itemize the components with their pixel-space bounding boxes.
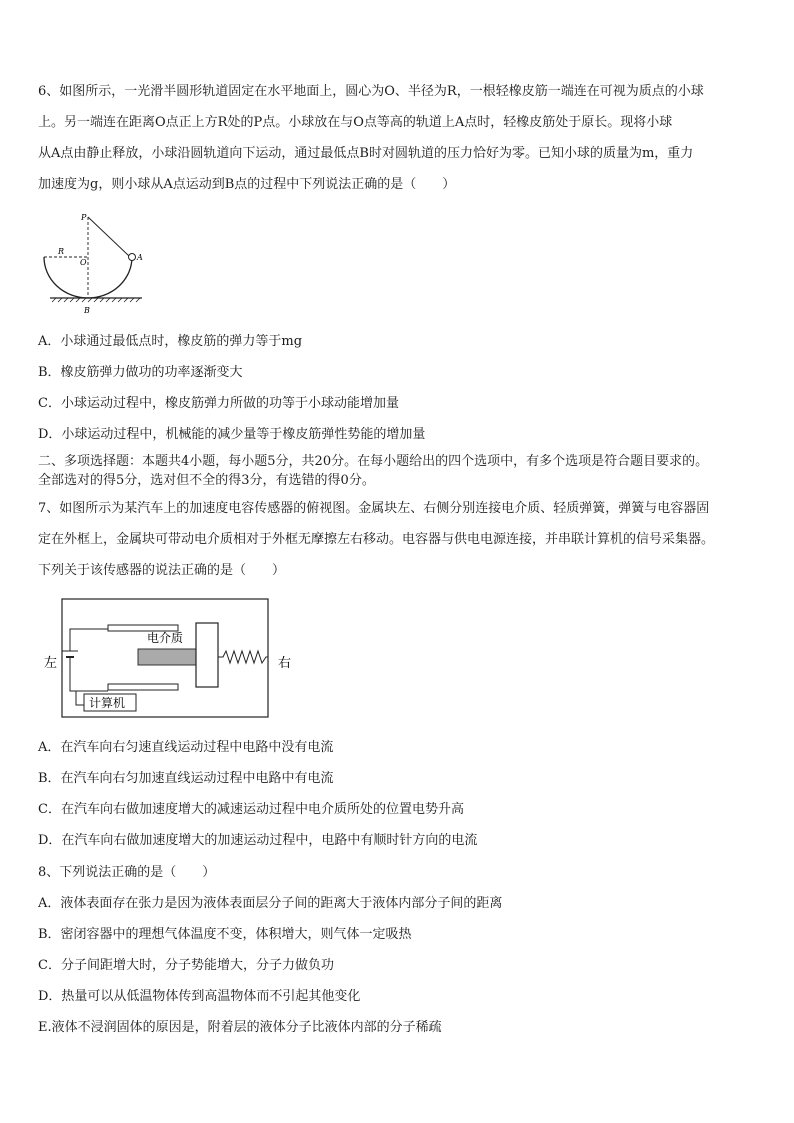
label-right: 右 bbox=[278, 656, 292, 671]
label-left: 左 bbox=[44, 656, 58, 671]
q6-option-a: A．小球通过最低点时，橡皮筋的弹力等于mg bbox=[38, 334, 303, 349]
label-o: O bbox=[80, 258, 87, 267]
wire-bottom-left bbox=[70, 657, 108, 691]
label-a: A bbox=[137, 253, 143, 262]
q6-figure bbox=[36, 210, 156, 318]
q7-figure bbox=[40, 595, 300, 723]
q6-option-d: D．小球运动过程中，机械能的减少量等于橡皮筋弹性势能的增加量 bbox=[38, 427, 426, 442]
q7-stem-line-3: 下列关于该传感器的说法正确的是（ ） bbox=[38, 563, 286, 578]
q7-option-d: D．在汽车向右做加速度增大的加速运动过程中，电路中有顺时针方向的电流 bbox=[38, 833, 478, 848]
q8-option-b: B．密闭容器中的理想气体温度不变，体积增大，则气体一定吸热 bbox=[38, 927, 412, 942]
section2-line-1: 二、多项选择题：本题共4小题，每小题5分，共20分。在每小题给出的四个选项中，有多个选项是符合题目要求的。 bbox=[38, 454, 709, 469]
rubber-band bbox=[88, 217, 129, 256]
wire-top-left bbox=[70, 629, 108, 651]
q8-option-d: D．热量可以从低温物体传到高温物体而不引起其他变化 bbox=[38, 989, 361, 1004]
label-dielectric: 电介质 bbox=[147, 631, 184, 645]
q8-option-a: A．液体表面存在张力是因为液体表面层分子间的距离大于液体内部分子间的距离 bbox=[38, 896, 503, 911]
label-b: B bbox=[84, 306, 90, 315]
label-p: P bbox=[81, 213, 87, 222]
metal-block bbox=[196, 623, 218, 687]
ground-hatch bbox=[52, 298, 140, 302]
q7-stem-line-1: 7、如图所示为某汽车上的加速度电容传感器的俯视图。金属块左、右侧分别连接电介质、轻质弹簧，弹簧与电容器固 bbox=[38, 501, 710, 516]
q7-stem-line-2: 定在外框上，金属块可带动电介质相对于外框无摩擦左右移动。电容器与供电电源连接，并串联计算机的信号采集器。 bbox=[38, 532, 715, 547]
dielectric bbox=[138, 649, 196, 665]
q7-option-c: C．在汽车向右做加速度增大的减速运动过程中电介质所处的位置电势升高 bbox=[38, 802, 464, 817]
q6-stem-line-1: 6、如图所示，一光滑半圆形轨道固定在水平地面上，圆心为O、半径为R，一根轻橡皮筋一端连在可视为质点的小球 bbox=[38, 84, 704, 99]
q6-stem-line-2: 上。另一端连在距离O点正上方R处的P点。小球放在与O点等高的轨道上A点时，轻橡皮筋处于原长。现将小球 bbox=[38, 115, 673, 130]
label-computer: 计算机 bbox=[89, 696, 126, 710]
q7-option-a: A．在汽车向右匀速直线运动过程中电路中没有电流 bbox=[38, 740, 334, 755]
ball bbox=[129, 254, 136, 261]
q6-option-b: B．橡皮筋弹力做功的功率逐渐变大 bbox=[38, 365, 243, 380]
q8-stem: 8、下列说法正确的是（ ） bbox=[38, 865, 216, 880]
spring bbox=[218, 651, 268, 663]
q6-stem-line-3: 从A点由静止释放，小球沿圆轨道向下运动，通过最低点B时对圆轨道的压力恰好为零。已知小球的质量为m，重力 bbox=[38, 146, 694, 161]
q8-option-c: C．分子间距增大时，分子势能增大，分子力做负功 bbox=[38, 958, 334, 973]
q6-stem-line-4: 加速度为g，则小球从A点运动到B点的过程中下列说法正确的是（ ） bbox=[38, 177, 456, 192]
q6-option-c: C．小球运动过程中，橡皮筋弹力所做的功等于小球动能增加量 bbox=[38, 396, 399, 411]
capacitor-bottom-plate bbox=[108, 684, 178, 690]
q7-option-b: B．在汽车向右匀加速直线运动过程中电路中有电流 bbox=[38, 771, 334, 786]
section2-line-2: 全部选对的得5分，选对但不全的得3分，有选错的得0分。 bbox=[38, 473, 375, 488]
label-r: R bbox=[58, 247, 65, 256]
wire-to-computer bbox=[76, 691, 84, 705]
q8-option-e: E.液体不浸润固体的原因是，附着层的液体分子比液体内部的分子稀疏 bbox=[38, 1020, 442, 1035]
